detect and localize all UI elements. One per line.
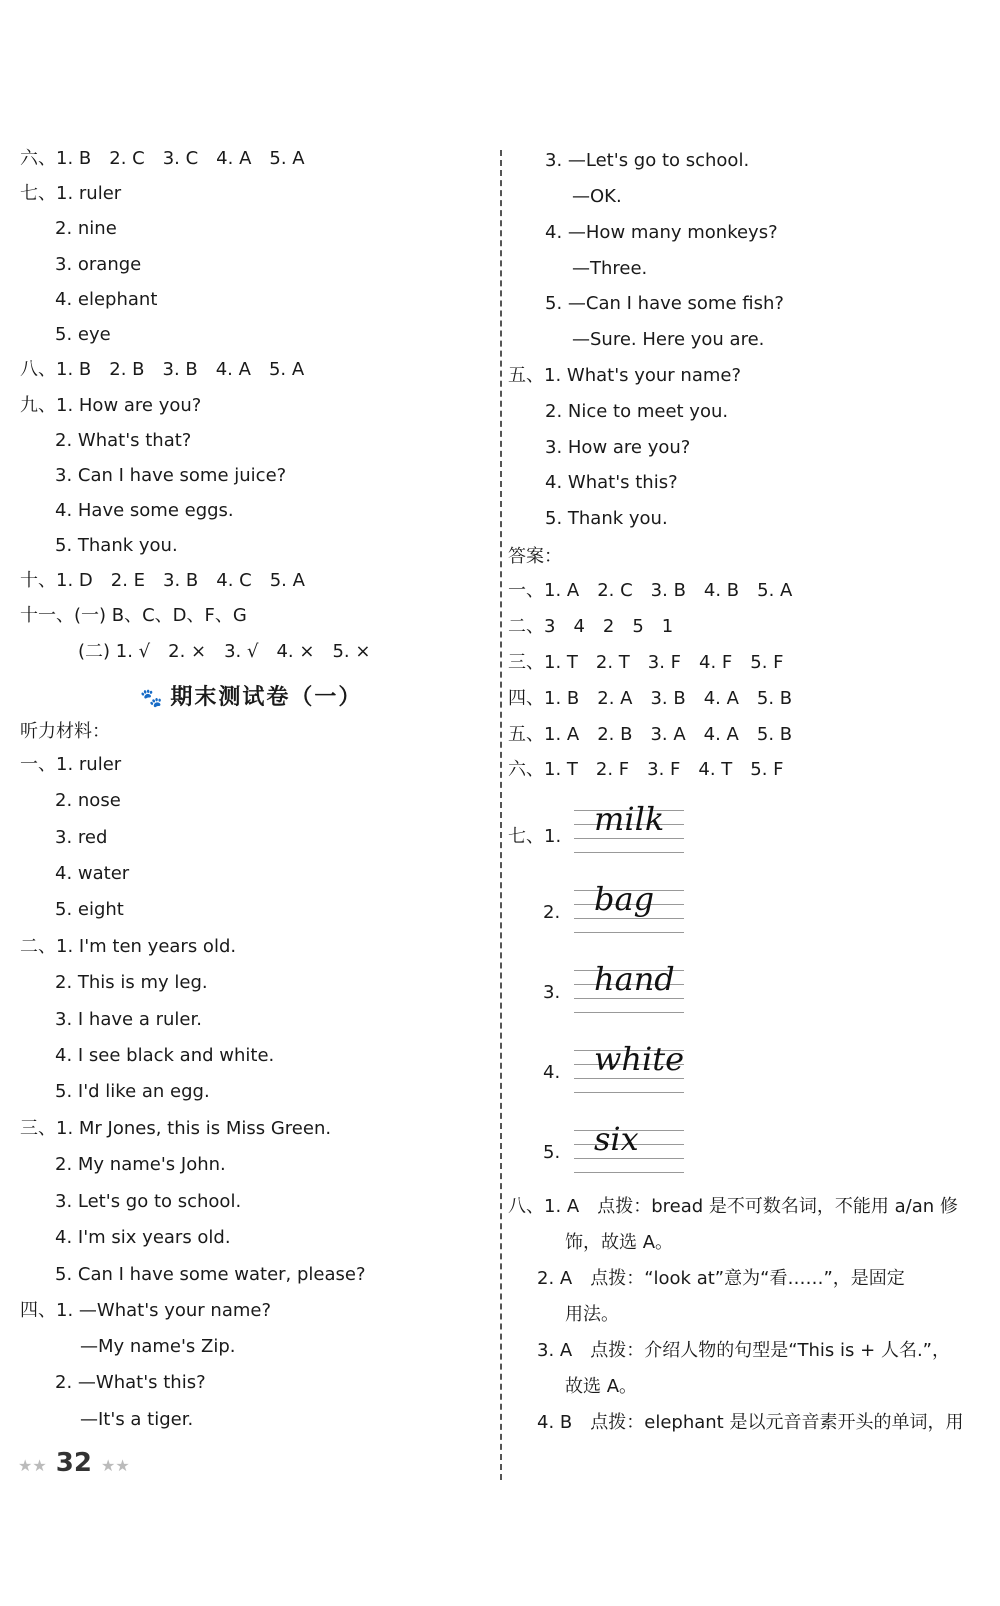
answer-line: 4. elephant: [55, 289, 158, 310]
writing-guide-line: [574, 1172, 684, 1173]
answer-line: —Three.: [572, 258, 648, 279]
answer-line: (二) 1. √ 2. × 3. √ 4. × 5. ×: [78, 641, 371, 662]
handwriting-number: 3.: [543, 982, 561, 1003]
answer-line: 2. Nice to meet you.: [545, 401, 729, 422]
answer-line: 二、3 4 2 5 1: [508, 616, 674, 637]
section-title: [140, 680, 362, 711]
answer-line: 3. —Let's go to school.: [545, 150, 750, 171]
answer-line: 2. —What's this?: [55, 1372, 206, 1393]
answer-line: 5. eight: [55, 899, 124, 920]
answer-line: 三、1. T 2. T 3. F 4. F 5. F: [508, 652, 784, 673]
answer-line: 4. I see black and white.: [55, 1045, 275, 1066]
answer-line: 四、1. B 2. A 3. B 4. A 5. B: [508, 688, 793, 709]
writing-guide-line: [574, 918, 684, 919]
answer-line: 七、1. ruler: [20, 183, 122, 204]
writing-guide-line: [574, 998, 684, 999]
answer-line: 4. What's this?: [545, 472, 678, 493]
answer-line: 答案：: [508, 546, 562, 567]
answer-line: 3. How are you?: [545, 437, 691, 458]
answer-line: 六、1. B 2. C 3. C 4. A 5. A: [20, 148, 305, 169]
handwritten-word: bag: [594, 880, 655, 918]
answer-line: 4. B 点拨：elephant 是以元音音素开头的单词，用: [537, 1412, 964, 1433]
answer-line: 3. Let's go to school.: [55, 1191, 242, 1212]
writing-guide-line: [574, 1012, 684, 1013]
answer-line: 2. What's that?: [55, 430, 192, 451]
answer-line: 3. orange: [55, 254, 142, 275]
handwritten-word: hand: [594, 960, 675, 998]
answer-line: 2. My name's John.: [55, 1154, 226, 1175]
answer-line: 五、1. A 2. B 3. A 4. A 5. B: [508, 724, 793, 745]
answer-line: 4. water: [55, 863, 130, 884]
answer-line: 2. nose: [55, 790, 121, 811]
answer-line: 六、1. T 2. F 3. F 4. T 5. F: [508, 759, 784, 780]
writing-guide-line: [574, 1078, 684, 1079]
answer-line: 5. eye: [55, 324, 111, 345]
answer-line: 3. A 点拨：介绍人物的句型是“This is + 人名.”，: [537, 1340, 950, 1361]
answer-line: —My name's Zip.: [80, 1336, 236, 1357]
answer-line: —It's a tiger.: [80, 1409, 194, 1430]
answer-line: 3. red: [55, 827, 108, 848]
answer-line: 用法。: [565, 1304, 619, 1325]
answer-line: 5. Thank you.: [545, 508, 668, 529]
answer-line: 一、1. ruler: [20, 754, 122, 775]
answer-line: 5. Thank you.: [55, 535, 178, 556]
writing-guide-line: [574, 932, 684, 933]
writing-guide-line: [574, 838, 684, 839]
writing-guide-line: [574, 852, 684, 853]
answer-line: 四、1. —What's your name?: [20, 1300, 272, 1321]
answer-line: 二、1. I'm ten years old.: [20, 936, 237, 957]
answer-line: 十一、(一) B、C、D、F、G: [20, 605, 247, 626]
answer-line: 十、1. D 2. E 3. B 4. C 5. A: [20, 570, 305, 591]
answer-line: 听力材料：: [20, 721, 110, 742]
handwritten-word: milk: [594, 800, 665, 838]
answer-line: 5. I'd like an egg.: [55, 1081, 210, 1102]
column-divider: [500, 150, 502, 1480]
handwriting-label: 七、1.: [508, 826, 562, 847]
writing-guide-line: [574, 1158, 684, 1159]
answer-line: 2. nine: [55, 218, 117, 239]
answer-line: 八、1. A 点拨：bread 是不可数名词，不能用 a/an 修: [508, 1196, 958, 1217]
answer-line: 2. A 点拨：“look at”意为“看……”，是固定: [537, 1268, 905, 1289]
writing-guide-line: [574, 1092, 684, 1093]
star-icon: ★★: [18, 1456, 47, 1475]
answer-line: —Sure. Here you are.: [572, 329, 765, 350]
handwriting-number: 2.: [543, 902, 561, 923]
answer-line: 3. I have a ruler.: [55, 1009, 202, 1030]
answer-line: 五、1. What's your name?: [508, 365, 742, 386]
answer-line: 故选 A。: [565, 1376, 638, 1397]
handwritten-word: six: [594, 1120, 639, 1158]
star-icon: ★★: [101, 1456, 130, 1475]
answer-line: 九、1. How are you?: [20, 395, 202, 416]
handwritten-word: white: [594, 1040, 685, 1078]
answer-line: 5. Can I have some water, please?: [55, 1264, 366, 1285]
answer-line: 八、1. B 2. B 3. B 4. A 5. A: [20, 359, 305, 380]
paw-icon: 🐾: [140, 688, 165, 709]
handwriting-number: 5.: [543, 1142, 561, 1163]
answer-line: 2. This is my leg.: [55, 972, 208, 993]
answer-line: 三、1. Mr Jones, this is Miss Green.: [20, 1118, 332, 1139]
answer-line: 一、1. A 2. C 3. B 4. B 5. A: [508, 580, 793, 601]
answer-line: 4. I'm six years old.: [55, 1227, 231, 1248]
answer-line: 饰，故选 A。: [565, 1232, 674, 1253]
page-number-text: 32: [55, 1448, 92, 1478]
answer-line: 4. —How many monkeys?: [545, 222, 778, 243]
page-number: [18, 1448, 130, 1478]
answer-line: —OK.: [572, 186, 622, 207]
answer-line: 5. —Can I have some fish?: [545, 293, 784, 314]
answer-line: 4. Have some eggs.: [55, 500, 234, 521]
handwriting-number: 4.: [543, 1062, 561, 1083]
answer-line: 3. Can I have some juice?: [55, 465, 287, 486]
section-title-text: 期末测试卷（一）: [170, 685, 363, 710]
